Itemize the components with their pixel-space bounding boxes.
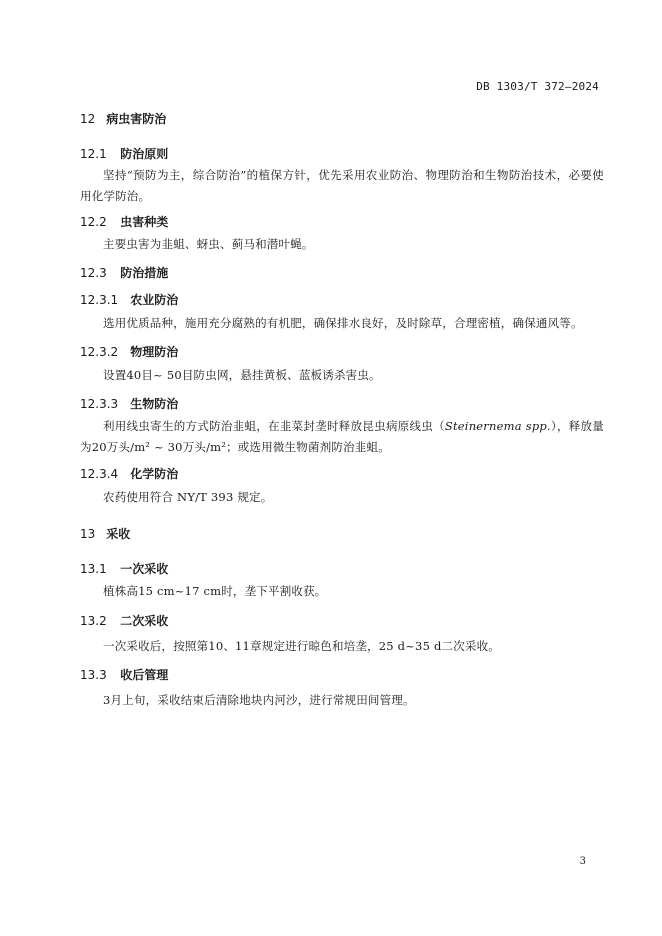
section-12-3-1-paragraph: 选用优质品种，施用充分腐熟的有机肥，确保排水良好，及时除草，合理密植，确保通风等。 (103, 316, 583, 330)
section-number: 13.2 (80, 614, 107, 628)
section-13-heading (80, 525, 130, 542)
section-12-1-heading (80, 145, 168, 162)
section-title: 物理防治 (130, 345, 179, 359)
section-number: 12.3 (80, 266, 107, 280)
section-12-3-4-paragraph: 农药使用符合 NY/T 393 规定。 (103, 490, 273, 504)
section-13-3-heading (80, 666, 168, 683)
section-number: 12.3.2 (80, 345, 119, 359)
section-13-3-paragraph: 3月上旬，采收结束后清除地块内河沙，进行常规田间管理。 (103, 693, 415, 707)
section-number: 12.3.4 (80, 467, 119, 481)
section-12-1-paragraph: 坚持“预防为主，综合防治”的植保方针，优先采用农业防治、物理防治和生物防治技术，必要使用化学防治。 (80, 168, 604, 203)
section-12-3-2-heading (80, 343, 178, 360)
section-title: 病虫害防治 (106, 112, 167, 126)
paragraph-text-part: ），释放量为20万头/m² ~ 30万头/m²；或选用微生物菌剂防治韭蛆。 (80, 419, 605, 454)
section-title: 一次采收 (120, 562, 169, 576)
section-number: 12.3.1 (80, 293, 119, 307)
section-number: 12.1 (80, 147, 107, 161)
section-13-1-paragraph: 植株高15 cm~17 cm时，垄下平割收获。 (103, 584, 327, 598)
section-title: 防治原则 (120, 147, 169, 161)
section-12-2-paragraph: 主要虫害为韭蛆、蚜虫、蓟马和潜叶蝇。 (103, 237, 314, 251)
section-title: 收后管理 (120, 668, 169, 682)
section-title: 采收 (106, 527, 131, 541)
section-number: 12 (80, 112, 96, 126)
section-number: 13.3 (80, 668, 107, 682)
section-number: 12.2 (80, 215, 107, 229)
species-name: Steinernema spp. (444, 419, 551, 433)
section-number: 13 (80, 527, 96, 541)
section-title: 农业防治 (130, 293, 179, 307)
section-number: 12.3.3 (80, 397, 119, 411)
section-12-3-heading (80, 264, 168, 281)
document-code: DB 1303/T 372—2024 (476, 80, 599, 93)
section-12-3-3-heading (80, 395, 178, 412)
section-title: 化学防治 (130, 467, 179, 481)
section-12-heading (80, 110, 166, 127)
section-12-3-4-heading (80, 465, 178, 482)
section-13-1-heading (80, 560, 168, 577)
section-title: 虫害种类 (120, 215, 169, 229)
section-number: 13.1 (80, 562, 107, 576)
page-number: 3 (579, 856, 586, 867)
section-title: 生物防治 (130, 397, 179, 411)
section-12-2-heading (80, 213, 168, 230)
section-title: 防治措施 (120, 266, 169, 280)
section-13-2-paragraph: 一次采收后，按照第10、11章规定进行晾色和培垄，25 d~35 d二次采收。 (103, 639, 500, 653)
section-12-3-3-paragraph (80, 416, 604, 458)
section-title: 二次采收 (120, 614, 169, 628)
section-13-2-heading (80, 612, 168, 629)
section-12-3-2-paragraph: 设置40目~ 50目防虫网，悬挂黄板、蓝板诱杀害虫。 (103, 368, 381, 382)
section-12-3-1-heading (80, 291, 178, 308)
paragraph-text-part: 利用线虫寄生的方式防治韭蛆，在韭菜封垄时释放昆虫病原线虫（ (103, 419, 445, 433)
